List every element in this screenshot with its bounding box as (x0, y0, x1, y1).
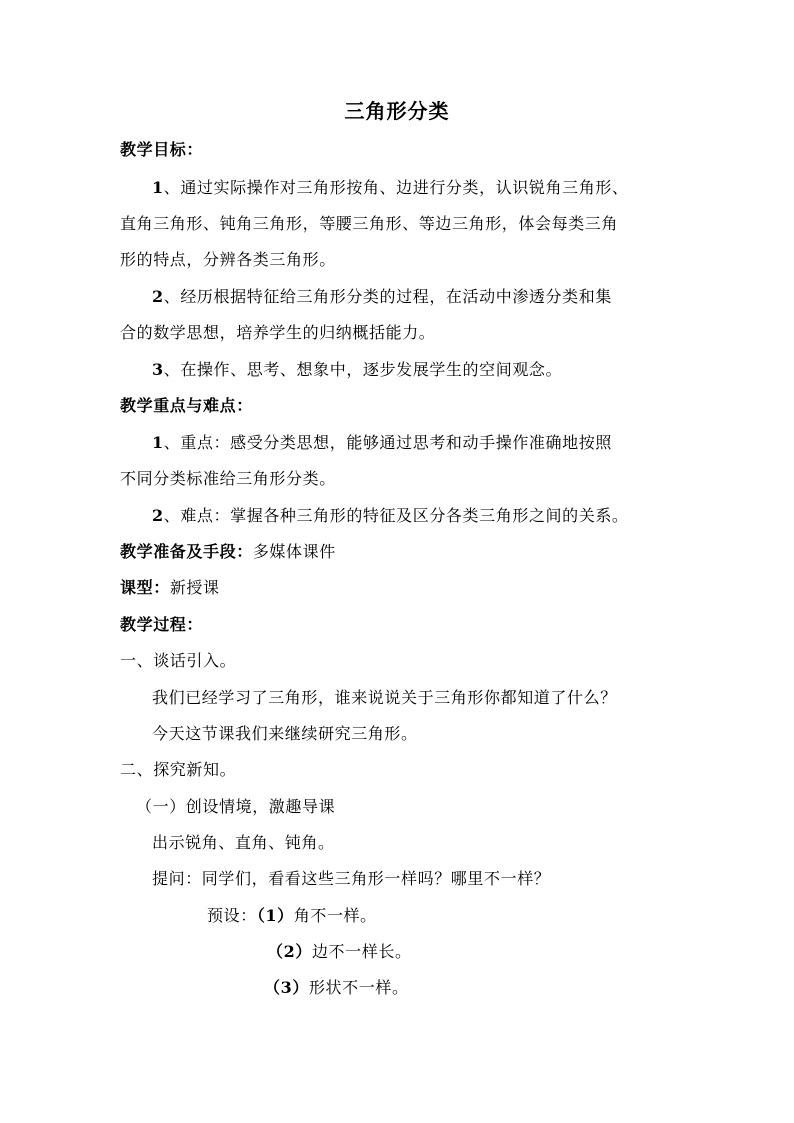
goal-item-2-number: 2 (152, 287, 164, 306)
document-title: 三角形分类 (344, 99, 450, 123)
preset-1-text: 角不一样。 (293, 906, 377, 925)
goal-item-2-text: 、经历根据特征给三角形分类的过程，在活动中渗透分类和集 (163, 287, 612, 306)
preset-1-number: （1） (256, 906, 294, 925)
part1-line-2: 今天这节课我们来继续研究三角形。 (152, 724, 418, 743)
part2-heading: 二、探究新知。 (120, 760, 237, 779)
preparation-line (120, 542, 690, 562)
part1-heading: 一、谈话引入。 (120, 651, 237, 670)
preset-2-number: （2） (267, 942, 312, 961)
key-points-heading: 教学重点与难点： (120, 396, 253, 415)
preset-line-2 (267, 942, 794, 962)
key-point-2-line-1 (152, 506, 722, 526)
preparation-label: 教学准备及手段： (120, 542, 253, 561)
goal-item-1-number: 1 (152, 178, 164, 197)
preset-line-1 (207, 906, 777, 926)
lesson-type-label: 课型： (120, 578, 170, 597)
key-point-1-text: 、重点：感受分类思想，能够通过思考和动手操作准确地按照 (163, 433, 612, 452)
goal-item-3-text: 、在操作、思考、想象中，逐步发展学生的空间观念。 (163, 360, 563, 379)
part2-sub1-heading: （一）创设情境，激趣导课 (136, 797, 336, 816)
goal-item-1-line-2: 直角三角形、钝角三角形，等腰三角形、等边三角形，体会每类三角 (120, 214, 619, 233)
preset-line-3 (264, 978, 794, 998)
goals-heading: 教学目标： (120, 140, 204, 159)
preset-2-text: 边不一样长。 (311, 942, 412, 961)
key-point-1-number: 1 (152, 433, 164, 452)
goal-item-3-line-1 (152, 360, 722, 380)
lesson-type-line (120, 578, 690, 598)
key-point-2-text: 、难点：掌握各种三角形的特征及区分各类三角形之间的关系。 (163, 506, 629, 525)
goal-item-1-text: 、通过实际操作对三角形按角、边进行分类，认识锐角三角形、 (163, 178, 629, 197)
key-point-1-line-2: 不同分类标准给三角形分类。 (120, 469, 336, 488)
preset-3-text: 形状不一样。 (308, 978, 409, 997)
goal-item-2-line-2: 合的数学思想，培养学生的归纳概括能力。 (120, 323, 436, 342)
preset-label: 预设： (207, 906, 257, 925)
key-point-1-line-1 (152, 433, 722, 453)
lesson-type-value: 新授课 (169, 578, 220, 597)
part2-sub1-question: 提问：同学们，看看这些三角形一样吗？哪里不一样？ (152, 869, 551, 888)
goal-item-1-line-3: 形的特点，分辨各类三角形。 (120, 250, 336, 269)
part2-sub1-show: 出示锐角、直角、钝角。 (152, 833, 335, 852)
goal-item-2-line-1 (152, 287, 722, 307)
goal-item-3-number: 3 (152, 360, 164, 379)
preparation-value: 多媒体课件 (252, 542, 336, 561)
goal-item-1-line-1 (152, 178, 722, 198)
key-point-2-number: 2 (152, 506, 164, 525)
process-heading: 教学过程： (120, 615, 204, 634)
part1-line-1: 我们已经学习了三角形，谁来说说关于三角形你都知道了什么？ (152, 688, 617, 707)
preset-3-number: （3） (264, 978, 309, 997)
